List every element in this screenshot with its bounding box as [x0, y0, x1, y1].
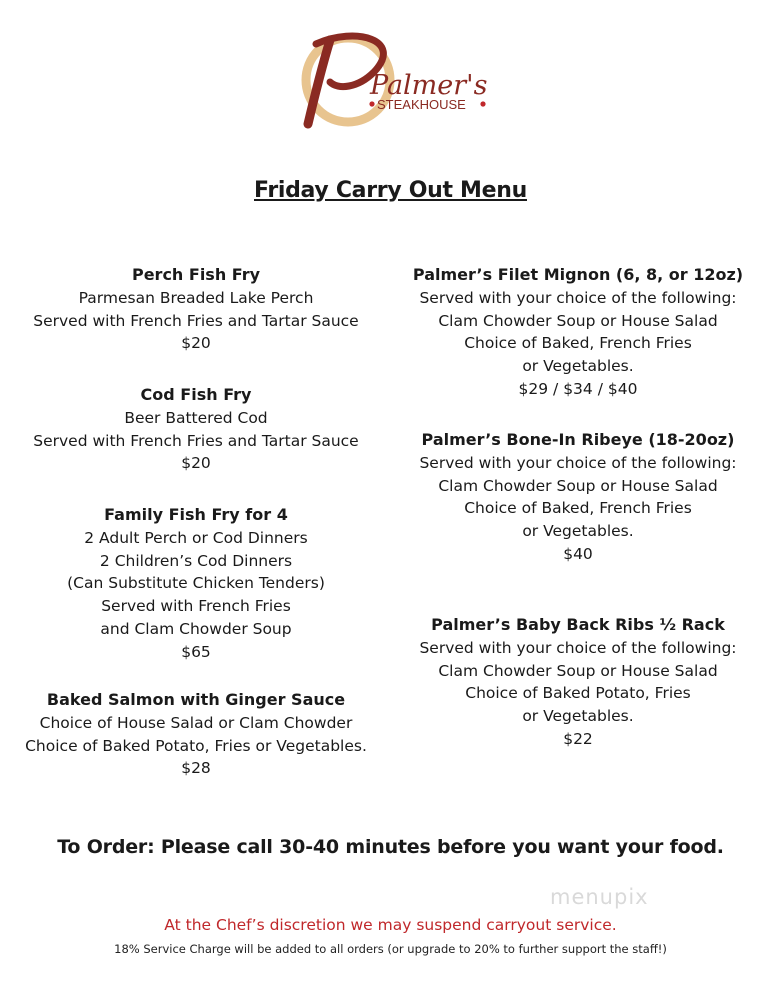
menu-item-family-fish-fry — [22, 504, 370, 664]
item-description: Served with French Fries and Tartar Sauce — [33, 311, 359, 330]
service-charge-note: 18% Service Charge will be added to all orders (or upgrade to 20% to further support the staff!) — [114, 942, 667, 956]
item-price: $29 / $34 / $40 — [518, 379, 638, 398]
item-description: Clam Chowder Soup or House Salad — [438, 311, 718, 330]
item-description: Served with French Fries and Tartar Sauce — [33, 431, 359, 450]
item-description: Served with your choice of the following: — [419, 453, 737, 472]
menu-item-baked-salmon — [22, 689, 370, 780]
item-description: 2 Children’s Cod Dinners — [99, 551, 293, 570]
item-name: Perch Fish Fry — [131, 265, 261, 284]
item-price: $28 — [181, 759, 211, 778]
item-name: Palmer’s Bone-In Ribeye (18-20oz) — [421, 430, 735, 449]
item-price: $65 — [181, 642, 211, 661]
item-price: $20 — [181, 454, 211, 473]
item-description: Parmesan Breaded Lake Perch — [78, 288, 314, 307]
item-description: Choice of Baked Potato, Fries — [465, 684, 691, 703]
item-description: Choice of Baked Potato, Fries or Vegetables. — [25, 736, 367, 755]
item-description: Choice of Baked, French Fries — [464, 334, 692, 353]
item-description: Clam Chowder Soup or House Salad — [438, 476, 718, 495]
item-description: Beer Battered Cod — [124, 408, 268, 427]
item-description: Served with your choice of the following: — [419, 288, 737, 307]
item-description: Clam Chowder Soup or House Salad — [438, 661, 718, 680]
item-description: and Clam Chowder Soup — [100, 619, 292, 638]
item-description: (Can Substitute Chicken Tenders) — [67, 574, 325, 593]
item-description: Served with your choice of the following: — [419, 638, 737, 657]
palmers-logo — [286, 30, 496, 132]
item-name: Cod Fish Fry — [140, 385, 252, 404]
item-price: $20 — [181, 334, 211, 353]
menu-item-baby-back-ribs — [408, 614, 748, 751]
item-description: or Vegetables. — [522, 522, 634, 541]
item-name: Palmer’s Baby Back Ribs ½ Rack — [431, 615, 725, 634]
item-description: or Vegetables. — [522, 707, 634, 726]
menu-item-bone-in-ribeye — [408, 429, 748, 566]
item-name: Palmer’s Filet Mignon (6, 8, or 12oz) — [412, 265, 744, 284]
item-price: $22 — [563, 729, 593, 748]
menu-item-filet-mignon — [408, 264, 748, 401]
item-description: 2 Adult Perch or Cod Dinners — [84, 528, 308, 547]
item-description: Choice of House Salad or Clam Chowder — [39, 713, 353, 732]
menu-item-cod-fish-fry — [22, 384, 370, 475]
menu-title: Friday Carry Out Menu — [254, 178, 527, 203]
item-description: Served with French Fries — [101, 597, 291, 616]
menupix-watermark: menupix — [550, 885, 649, 909]
chef-discretion-notice: At the Chef’s discretion we may suspend carryout service. — [164, 916, 617, 934]
logo-subtitle: STEAKHOUSE — [377, 97, 466, 112]
item-description: or Vegetables. — [522, 357, 634, 376]
item-description: Choice of Baked, French Fries — [464, 499, 692, 518]
item-name: Baked Salmon with Ginger Sauce — [46, 690, 346, 709]
item-price: $40 — [563, 544, 593, 563]
item-name: Family Fish Fry for 4 — [104, 505, 288, 524]
ordering-instructions: To Order: Please call 30-40 minutes before you want your food. — [57, 836, 724, 858]
menu-item-perch-fish-fry — [22, 264, 370, 355]
logo-wordmark: Palmer's — [370, 70, 488, 101]
